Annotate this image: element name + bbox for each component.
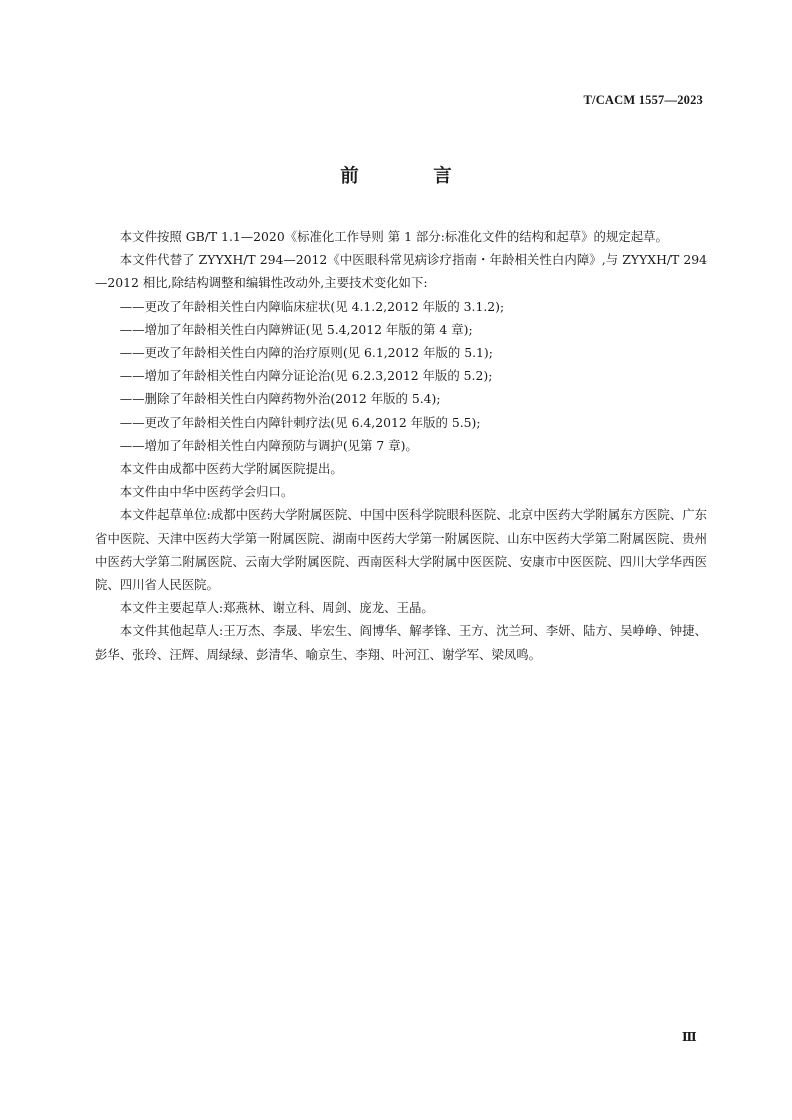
page-title: 前 言 [340, 166, 486, 187]
paragraph-drafting-units: 本文件起草单位:成都中医药大学附属医院、中国中医科学院眼科医院、北京中医药大学附属东方医院、广东省中医院、天津中医药大学第一附属医院、湖南中医药大学第一附属医院、山东中医药大学第二附属医院、贵州中医药大学第二附属医院、云南大学附属医院、西南医科大学附属中医医院、安康市中医医院、四川大学华西医院、四川省人民医院。 [95, 507, 707, 593]
paragraph-main-drafters: 本文件主要起草人:郑燕林、谢立科、周剑、庞龙、王晶。 [119, 600, 434, 616]
page-number: Ⅲ [682, 1030, 697, 1044]
change-item: ——增加了年龄相关性白内障辨证(见 5.4,2012 年版的第 4 章); [119, 321, 473, 337]
foreword-body [95, 225, 707, 666]
paragraph-centralized: 本文件由中华中医药学会归口。 [119, 484, 294, 500]
paragraph-drafting-rules: 本文件按照 GB/T 1.1—2020《标准化工作导则 第 1 部分:标准化文件的结构和起草》的规定起草。 [119, 229, 668, 244]
change-item: ——增加了年龄相关性白内障预防与调护(见第 7 章)。 [119, 437, 418, 453]
change-item: ——更改了年龄相关性白内障临床症状(见 4.1.2,2012 年版的 3.1.2); [119, 298, 505, 314]
paragraph-proposer: 本文件由成都中医药大学附属医院提出。 [119, 461, 343, 477]
change-item: ——更改了年龄相关性白内障针刺疗法(见 6.4,2012 年版的 5.5); [119, 414, 481, 430]
change-item: ——增加了年龄相关性白内障分证论治(见 6.2.3,2012 年版的 5.2); [119, 368, 493, 384]
paragraph-replacement: 本文件代替了 ZYYXH/T 294—2012《中医眼科常见病诊疗指南・年龄相关性白内障》,与 ZYYXH/T 294—2012 相比,除结构调整和编辑性改动外,主要技术变化如下: [95, 252, 707, 291]
change-item: ——更改了年龄相关性白内障的治疗原则(见 6.1,2012 年版的 5.1); [119, 345, 493, 361]
standard-code: T/CACM 1557—2023 [583, 93, 703, 107]
paragraph-other-drafters: 本文件其他起草人:王万杰、李晟、毕宏生、阎博华、解孝锋、王方、沈兰珂、李妍、陆方、吴峥峥、钟捷、彭华、张玲、汪辉、周绿绿、彭清华、喻京生、李翔、叶河江、谢学军、梁凤鸣。 [95, 623, 707, 662]
change-item: ——删除了年龄相关性白内障药物外治(2012 年版的 5.4); [119, 391, 441, 407]
